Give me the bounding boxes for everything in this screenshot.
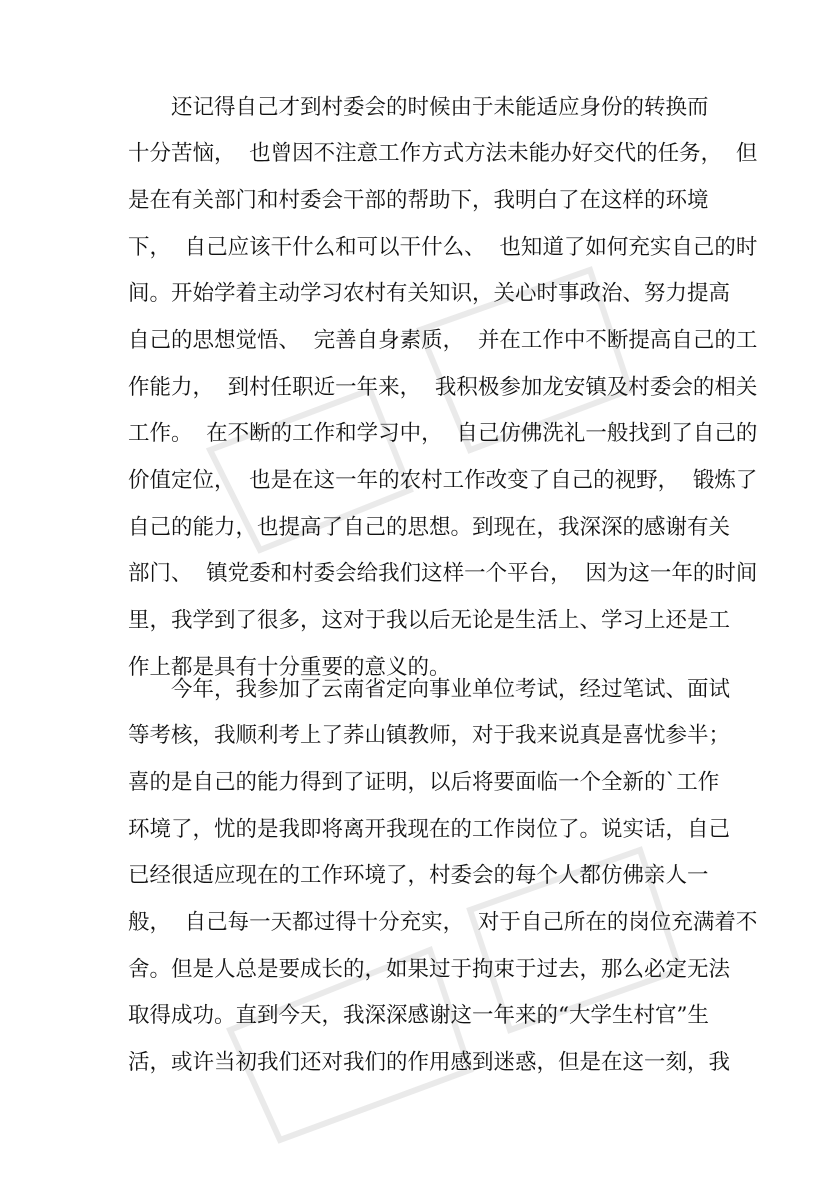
text-line: 作上都是具有十分重要的意义的。 <box>128 655 451 680</box>
text-line: 自己的思想觉悟、 完善自身素质， 并在工作中不断提高自己的工 <box>128 328 758 353</box>
text-line: 还记得自己才到村委会的时候由于未能适应身份的转换而 <box>171 95 709 120</box>
text-line: 取得成功。直到今天，我深深感谢这一年来的“大学生村官”生 <box>128 1003 709 1028</box>
text-line: 环境了，忧的是我即将离开我现在的工作岗位了。说实话，自己 <box>128 817 731 842</box>
text-line: 里，我学到了很多，这对于我以后无论是生活上、学习上还是工 <box>128 608 731 633</box>
text-line: 般， 自己每一天都过得十分充实， 对于自己所在的岗位充满着不 <box>128 910 758 935</box>
text-line: 自己的能力，也提高了自己的思想。到现在，我深深的感谢有关 <box>128 515 731 540</box>
text-line: 舍。但是人总是要成长的，如果过于拘束于过去，那么必定无法 <box>128 957 731 982</box>
text-line: 间。开始学着主动学习农村有关知识，关心时事政治、努力提高 <box>128 281 731 306</box>
text-line: 已经很适应现在的工作环境了，村委会的每个人都仿佛亲人一 <box>128 863 709 888</box>
text-line: 今年，我参加了云南省定向事业单位考试，经过笔试、面试 <box>171 677 731 702</box>
text-line: 价值定位， 也是在这一年的农村工作改变了自己的视野， 锻炼了 <box>128 468 758 493</box>
text-line: 是在有关部门和村委会干部的帮助下，我明白了在这样的环境 <box>128 188 709 213</box>
text-line: 下， 自己应该干什么和可以干什么、 也知道了如何充实自己的时 <box>128 235 758 260</box>
text-line: 喜的是自己的能力得到了证明，以后将要面临一个全新的`工作 <box>128 770 720 795</box>
text-line: 等考核，我顺利考上了荞山镇教师，对于我来说真是喜忧参半； <box>128 723 731 748</box>
text-line: 工作。 在不断的工作和学习中， 自己仿佛洗礼一般找到了自己的 <box>128 421 758 446</box>
text-line: 十分苦恼， 也曾因不注意工作方式方法未能办好交代的任务， 但 <box>128 141 758 166</box>
text-line: 作能力， 到村任职近一年来， 我积极参加龙安镇及村委会的相关 <box>128 375 758 400</box>
text-line: 活，或许当初我们还对我们的作用感到迷惑，但是在这一刻，我 <box>128 1050 731 1075</box>
text-line: 部门、 镇党委和村委会给我们这样一个平台， 因为这一年的时间 <box>128 561 758 586</box>
